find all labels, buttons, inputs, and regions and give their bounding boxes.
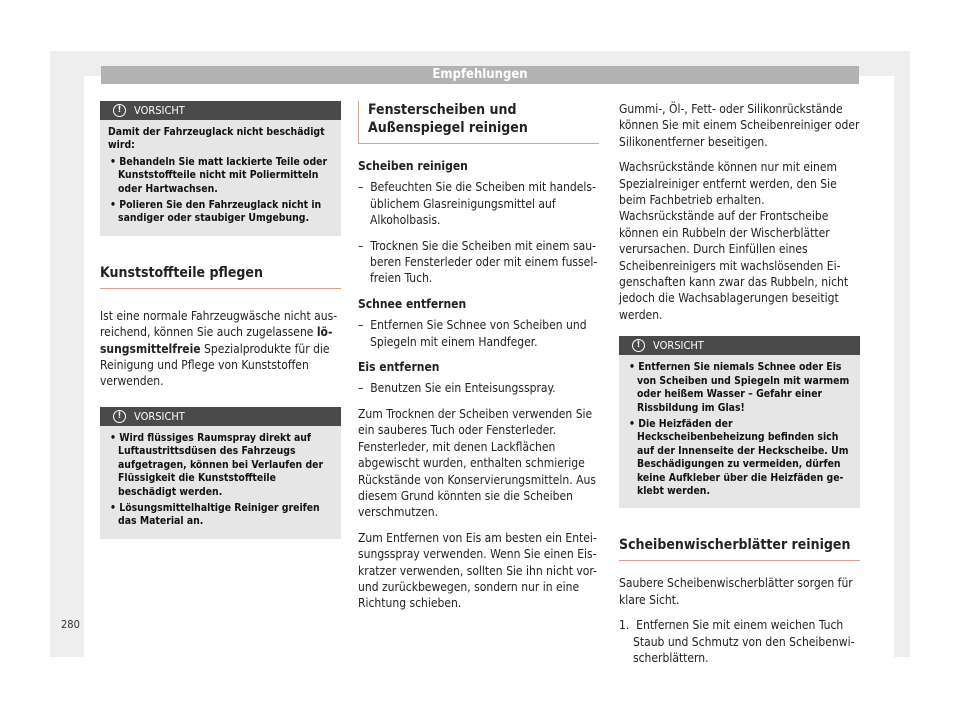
caution-bullet: • Behandeln Sie matt lackierte Teile oder Kunststoffteile nicht mit Poliermitteln oder Hartwachsen. [110, 155, 328, 195]
caution-body [100, 426, 341, 539]
step-item: 1. Entfernen Sie mit einem weichen Tuch Staub und Schmutz von den Scheibenwischerblättern. [619, 618, 855, 665]
column-left [100, 101, 341, 539]
caution-label: VORSICHT [653, 339, 704, 353]
caution-label: VORSICHT [134, 409, 185, 423]
page-header: Empfehlungen [101, 66, 859, 84]
instruction-item: – Benutzen Sie ein Enteisungsspray. [358, 381, 556, 396]
caution-box-paint [100, 101, 341, 236]
info-icon: ! [113, 104, 126, 117]
column-middle [358, 101, 599, 621]
section-title-fenster: Fensterscheiben und Außenspiegel reinigen [358, 101, 599, 144]
subheading-schnee: Schnee entfernen [358, 296, 467, 311]
caution-body [100, 120, 341, 236]
subheading-eis: Eis entfernen [358, 360, 440, 375]
caution-header [619, 336, 860, 355]
caution-intro: Damit der Fahrzeuglack nicht beschädigt wird: [108, 126, 325, 152]
paragraph-wachs: Wachsrückstände können nur mit einem Spezialreiniger entfernt werden, den Sie beim Fachbetrieb erhalten. Wachsrückstände auf der Frontscheibe können ein Rubbeln der Wischerblätter verursachen. Durch Einfüllen eines Scheibenreinigers mit wachslösenden Eigenschaften kann zwar das Rubbeln, nicht jedoch die Wachsablagerungen beseitigt werden. [619, 160, 849, 322]
instruction-item: – Entfernen Sie Schnee von Scheiben und Spiegeln mit einem Handfeger. [358, 318, 587, 349]
caution-bullet: • Wird flüssiges Raumspray direkt auf Luftaustrittsdüsen des Fahrzeugs aufgetragen, können bei Verlaufen der Flüssigkeit die Kunststoffteile beschädigt werden. [110, 431, 324, 498]
caution-box-glass [619, 336, 860, 508]
info-icon: ! [113, 410, 126, 423]
section-title-wischer: Scheibenwischerblätter reinigen [619, 536, 860, 561]
page-number: 280 [61, 618, 80, 631]
section-title-kunststoff: Kunststoffteile pflegen [100, 264, 341, 289]
instruction-item: – Befeuchten Sie die Scheiben mit handelsüblichem Glasreinigungsmittel auf Alkoholbasis. [358, 180, 596, 228]
instruction-item: – Trocknen Sie die Scheiben mit einem sauberen Fensterleder oder mit einem fusselfreien Tuch. [358, 238, 598, 286]
paragraph-kunststoff: Ist eine normale Fahrzeugwäsche nicht ausreichend, können Sie auch zugelassene lösungsmittelfreie Spezialprodukte für die Reinigung und Pflege von Kunststoffen verwenden. [100, 308, 338, 389]
caution-label: VORSICHT [134, 104, 185, 117]
paragraph-wischer: Saubere Scheibenwischerblätter sorgen für klare Sicht. [619, 576, 853, 607]
subheading-scheiben: Scheiben reinigen [358, 159, 468, 173]
caution-bullet: • Entfernen Sie niemals Schnee oder Eis von Scheiben und Spiegeln mit warmem oder heißem Wasser – Gefahr einer Rissbildung im Glas! [629, 361, 850, 414]
paragraph-eis: Zum Entfernen von Eis am besten ein Enteisungsspray verwenden. Wenn Sie einen Eiskratzer verwenden, sollten Sie ihn nicht vor- und zurückbewegen, sondern nur in eine Richtung schieben. [358, 530, 597, 611]
caution-header [100, 407, 341, 426]
caution-bullet: • Die Heizfäden der Heckscheibenbeheizung befinden sich auf der Innenseite der Heckscheibe. Um Beschädigungen zu vermeiden, dürfen keine Aufkleber über die Heizfäden geklebt werden. [629, 417, 849, 497]
caution-bullet: • Polieren Sie den Fahrzeuglack nicht in sandiger oder staubiger Umgebung. [110, 199, 322, 225]
caution-box-plastic [100, 407, 341, 539]
paragraph-rueckstaende: Gummi-, Öl-, Fett- oder Silikonrückstände können Sie mit einem Scheibenreiniger oder Silikonentferner beseitigen. [619, 102, 860, 149]
info-icon: ! [632, 339, 645, 352]
caution-bullet: • Lösungsmittelhaltige Reiniger greifen das Material an. [110, 501, 320, 528]
paragraph-trocknen: Zum Trocknen der Scheiben verwenden Sie ein sauberes Tuch oder Fensterleder. Fensterleder, mit denen Lackflächen abgewischt wurden, enthalten schmierige Rückstände von Konservierungsmitteln. Aus diesem Grund könnten sie die Scheiben verschmutzen. [358, 406, 596, 520]
caution-header [100, 101, 341, 120]
caution-body [619, 355, 860, 508]
column-right [619, 101, 860, 675]
